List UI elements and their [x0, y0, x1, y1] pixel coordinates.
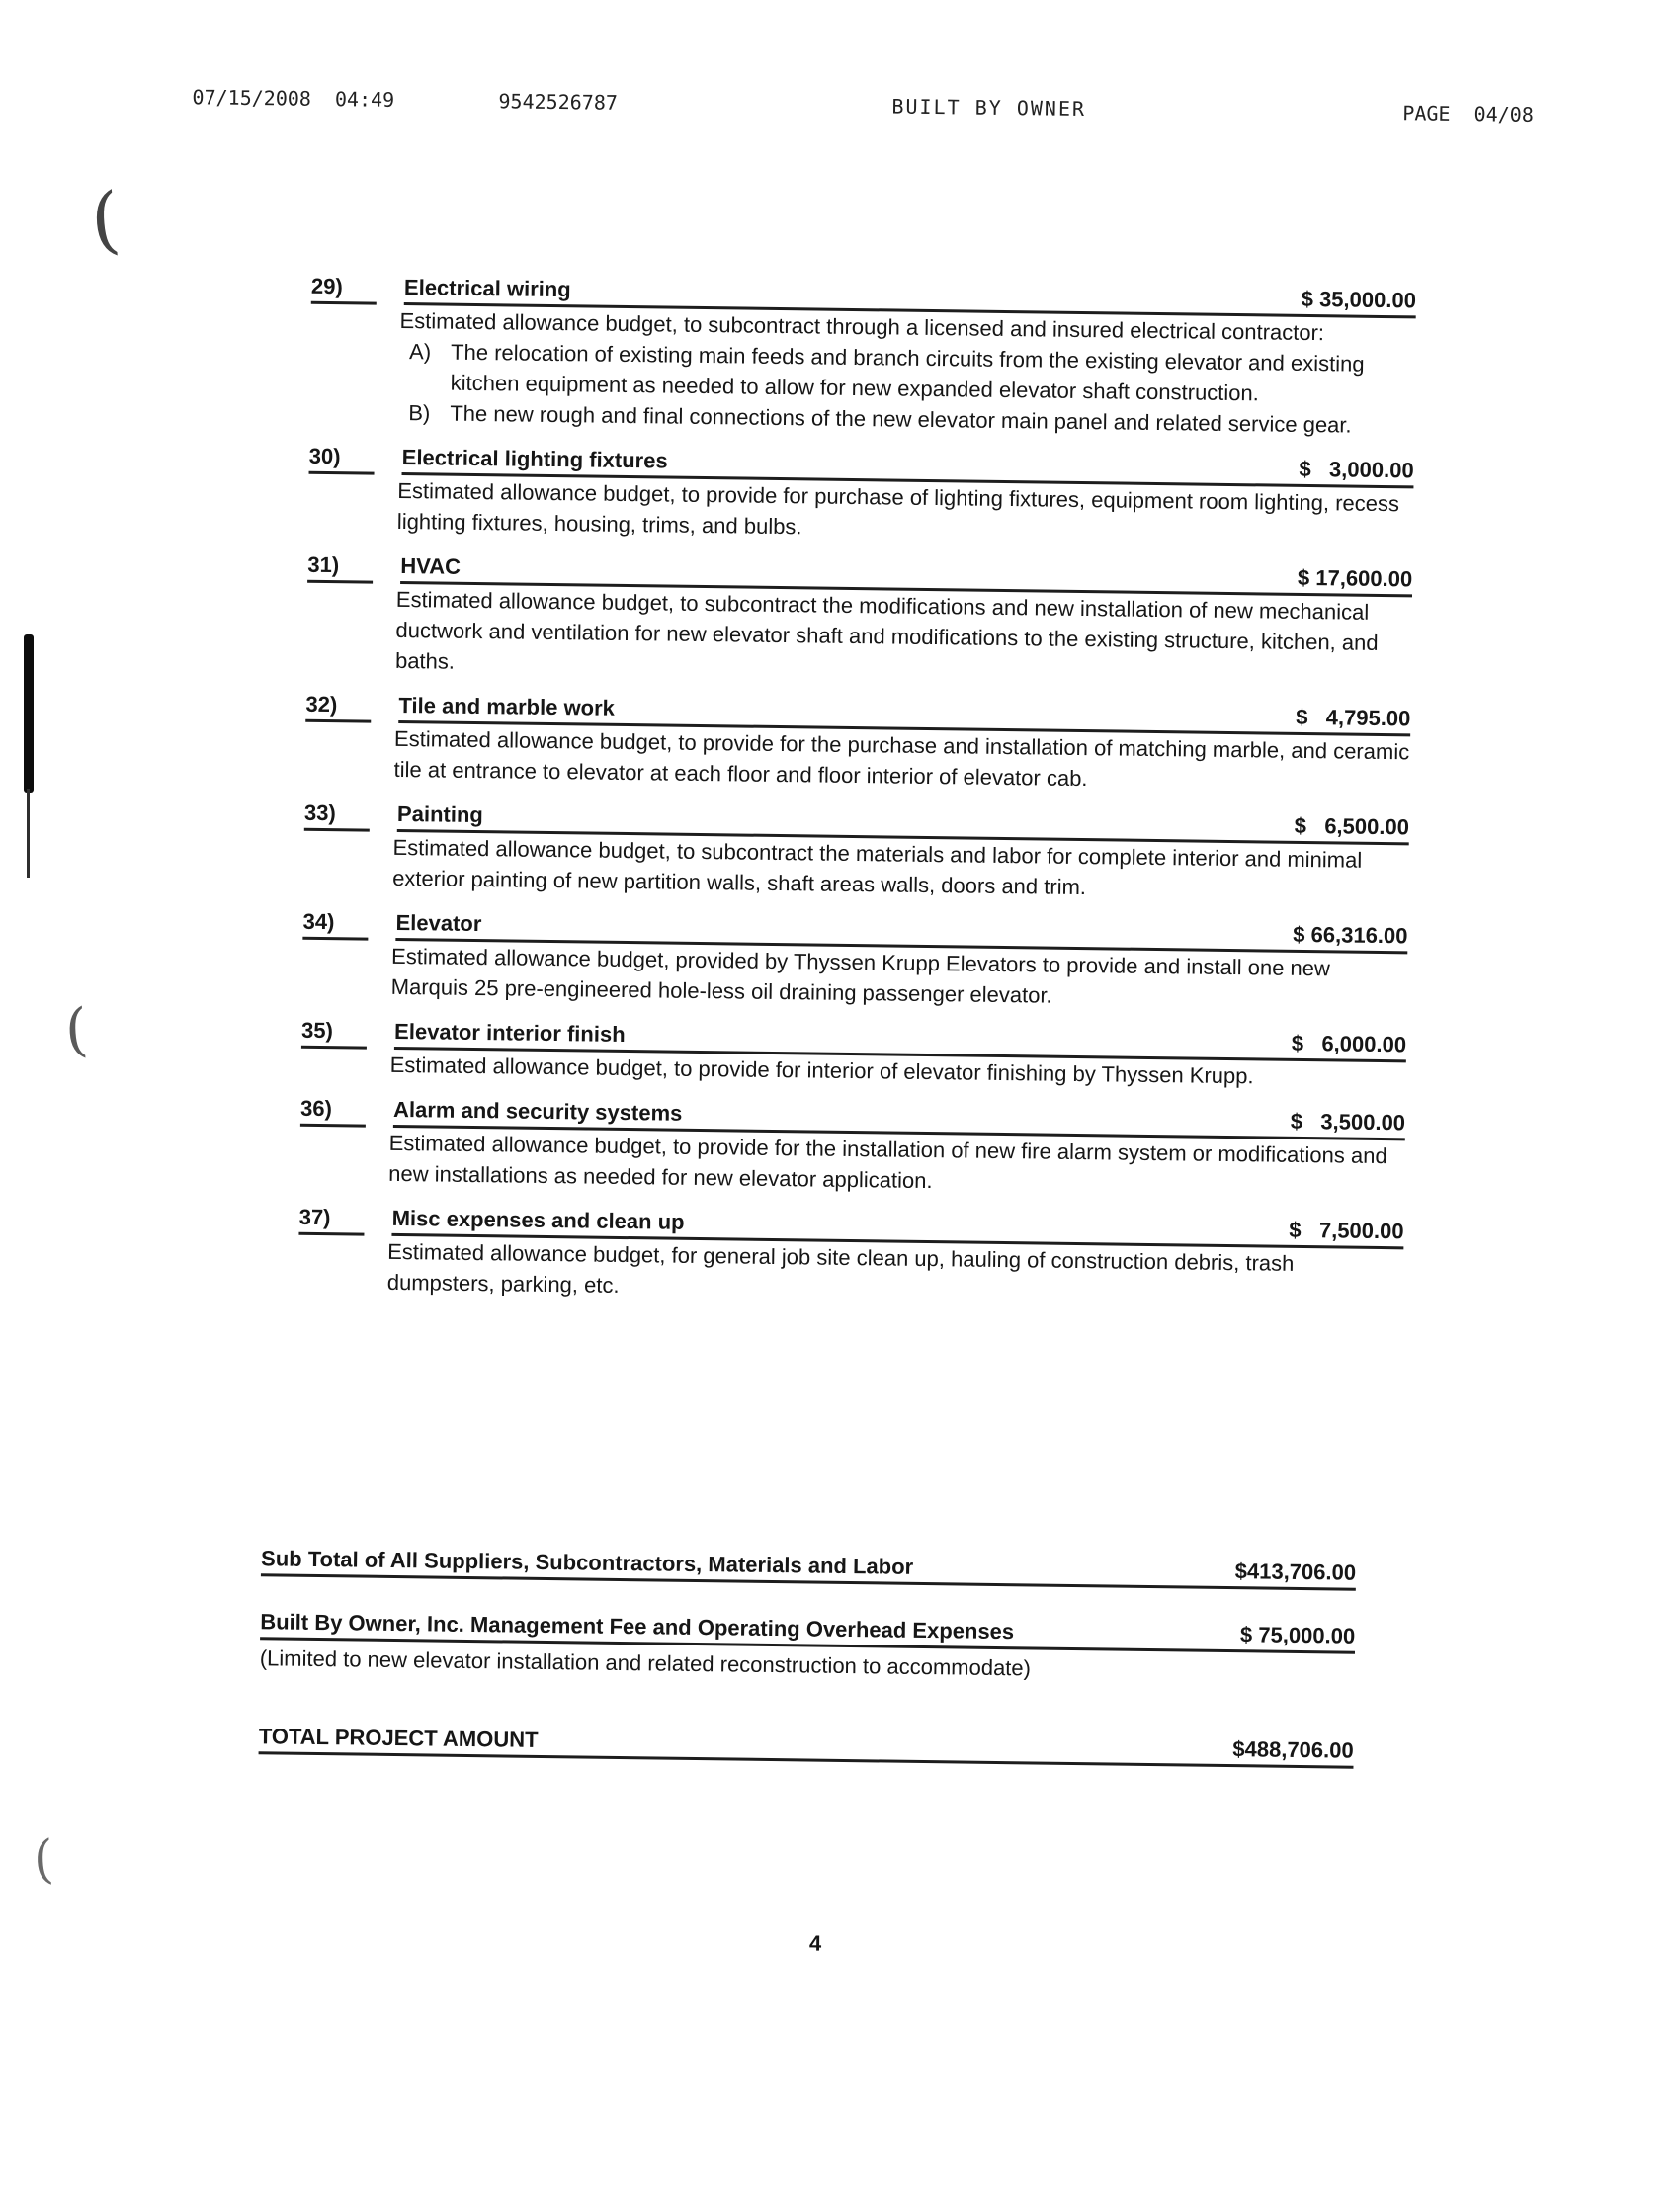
page-number: 4: [808, 1930, 822, 1956]
item-description: Estimated allowance budget, to provide for purchase of lighting fixtures, equipment room lighting, recess lighting fixtures, housing, trims, and bulbs.: [396, 477, 1400, 540]
fax-sender-name: BUILT BY OWNER: [891, 94, 1087, 122]
budget-item-37: [298, 1202, 1404, 1311]
item-title: Electrical wiring: [403, 275, 571, 302]
budget-item-36: [299, 1093, 1405, 1203]
total-label: TOTAL PROJECT AMOUNT: [258, 1724, 539, 1752]
item-description: Estimated allowance budget, to subcontract the materials and labor for complete interior and minimal exterior painting of new partition walls, shaft areas walls, doors and trim.: [392, 834, 1363, 900]
subtotal-row: [261, 1543, 1356, 1591]
item-title: Tile and marble work: [398, 692, 616, 720]
budget-item-31: [306, 549, 1413, 690]
item-title: Electrical lighting fixtures: [401, 445, 668, 473]
item-number: 37): [298, 1202, 364, 1236]
management-fee-note: (Limited to new elevator installation and related reconstruction to accommodate): [259, 1645, 1032, 1681]
item-title: Misc expenses and clean up: [391, 1205, 685, 1234]
item-amount: $ 3,000.00: [1299, 456, 1414, 483]
sub-item-letter: B): [408, 400, 431, 426]
total-amount: $488,706.00: [1232, 1736, 1354, 1763]
scan-artifact-mark-bottom: (: [32, 1829, 55, 1891]
item-title: Elevator interior finish: [393, 1018, 626, 1048]
scan-artifact-mark-middle: (: [62, 995, 90, 1064]
total-row: [259, 1721, 1354, 1769]
sub-item-text: The relocation of existing main feeds and branch circuits from the existing elevator and existing kitchen equipment as needed to allow for new expanded elevator shaft construction.: [450, 339, 1365, 406]
item-title: Elevator: [395, 909, 482, 937]
item-description: Estimated allowance budget, to provide for the installation of new fire alarm system or modifications and new installations as needed for new elevator application.: [388, 1130, 1387, 1194]
budget-item-33: [303, 798, 1409, 907]
item-title: Painting: [396, 801, 483, 828]
item-number: 36): [300, 1093, 366, 1128]
item-number: 33): [304, 798, 370, 832]
item-description: Estimated allowance budget, provided by Thyssen Krupp Elevators to provide and install one new Marquis 25 pre-engineered hole-less oil draining passenger elevator.: [390, 943, 1331, 1008]
item-description: Estimated allowance budget, to provide for the purchase and installation of matching marble, and ceramic tile at entrance to elevator at each floor and floor interior of elevator cab.: [393, 725, 1410, 792]
budget-item-34: [302, 906, 1408, 1016]
item-number: 30): [309, 441, 375, 475]
fax-number: 9542526787: [498, 89, 619, 115]
scan-artifact-mark-top: (: [87, 176, 124, 265]
item-number: 29): [311, 271, 377, 305]
item-amount: $ 66,316.00: [1293, 921, 1408, 949]
item-amount: $ 35,000.00: [1301, 286, 1417, 313]
item-number: 35): [301, 1015, 367, 1050]
item-number: 32): [305, 689, 371, 723]
fax-datetime: 07/15/2008 04:49: [192, 85, 395, 112]
item-amount: $ 6,000.00: [1291, 1030, 1407, 1057]
item-number: 31): [307, 549, 373, 584]
item-number: 34): [302, 906, 368, 941]
item-title: Alarm and security systems: [392, 1096, 683, 1126]
item-amount: $ 7,500.00: [1289, 1217, 1404, 1244]
item-title: HVAC: [400, 552, 462, 579]
sub-item-text: The new rough and final connections of the new elevator main panel and related service gear.: [450, 400, 1352, 438]
subtotal-amount: $413,706.00: [1234, 1559, 1357, 1585]
item-description: Estimated allowance budget, to subcontract through a licensed and insured electrical contractor:: [399, 307, 1325, 346]
item-description: Estimated allowance budget, to provide for interior of elevator finishing by Thyssen Krupp.: [389, 1052, 1254, 1089]
item-description: Estimated allowance budget, for general job site clean up, hauling of construction debris, trash dumpsters, parking, etc.: [386, 1238, 1295, 1298]
budget-item-30: [308, 441, 1414, 550]
item-amount: $ 17,600.00: [1297, 564, 1413, 592]
budget-item-32: [304, 689, 1410, 799]
item-amount: $ 6,500.00: [1294, 812, 1410, 840]
management-fee-label: Built By Owner, Inc. Management Fee and Operating Overhead Expenses: [260, 1609, 1015, 1645]
budget-item-29: [309, 271, 1416, 442]
summary-section: [259, 1543, 1357, 1768]
item-description: Estimated allowance budget, to subcontract the modifications and new installation of new mechanical ductwork and ventilation for new elevator shaft and modifications to the existing structure, kitchen, and baths.: [394, 586, 1379, 674]
fax-page-label: PAGE 04/08: [1402, 101, 1534, 127]
management-fee-amount: $ 75,000.00: [1239, 1622, 1356, 1648]
item-amount: $ 4,795.00: [1296, 704, 1411, 731]
budget-item-35: [301, 1015, 1407, 1094]
budget-items-list: [297, 271, 1416, 1325]
sub-item-letter: A): [408, 339, 432, 365]
item-amount: $ 3,500.00: [1290, 1108, 1406, 1136]
subtotal-label: Sub Total of All Suppliers, Subcontractors, Materials and Labor: [260, 1546, 914, 1579]
fax-header: [0, 83, 1680, 127]
